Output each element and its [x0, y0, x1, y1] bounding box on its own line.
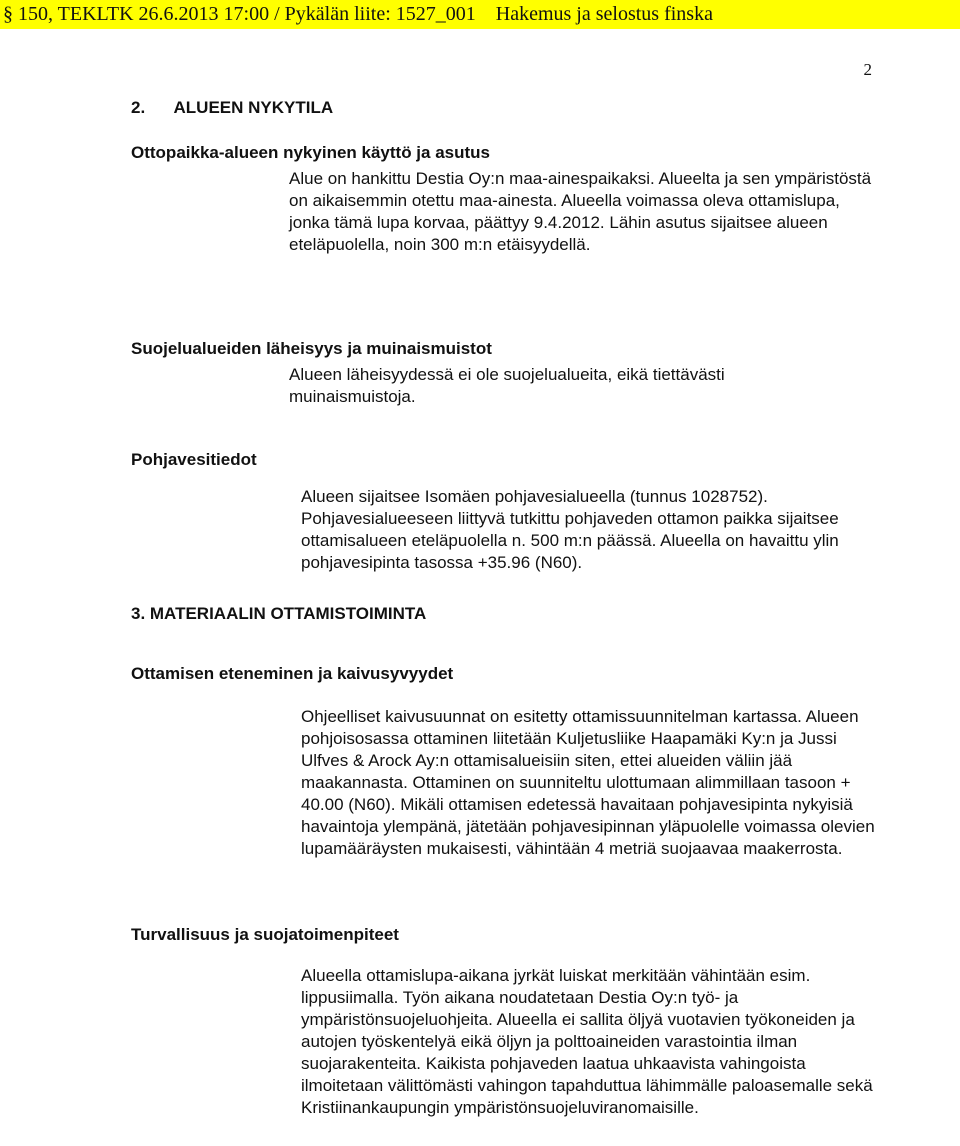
- subsection-protected-areas-text: Alueen läheisyydessä ei ole suojelualueita, eikä tiettävästi muinaismuistoja.: [289, 365, 725, 406]
- document-header-bar: [0, 0, 960, 29]
- subsection-safety-text: Alueella ottamislupa-aikana jyrkät luiskat merkitään vähintään esim. lippusiimalla. Työn aikana noudatetaan Destia Oy:n työ- ja ympäristönsuojeluohjeita. Alueella ei sallita öljyä vuotavien työkoneiden ja autojen työskentelyä eikä öljyn ja polttoaineiden varastointia ilman suojarakenteita. Kaikista pohjaveden laatua uhkaavista vahingoista ilmoitetaan välittömästi vahingon tapahduttua lähimmälle paloasemalle sekä Kristiinankaupungin ympäristönsuojeluviranomaisille.: [301, 966, 873, 1117]
- subsection-excavation-title: Ottamisen eteneminen ja kaivusyvyydet: [131, 664, 454, 683]
- subsection-groundwater-title: Pohjavesitiedot: [131, 450, 257, 469]
- section-2-heading: 2. ALUEEN NYKYTILA: [131, 98, 334, 117]
- section-symbol: §: [3, 3, 13, 25]
- header-meeting-info: 150, TEKLTK 26.6.2013 17:00 / Pykälän liite: 1527_001: [18, 3, 476, 25]
- page-number: 2: [863, 60, 872, 79]
- header-document-title: Hakemus ja selostus finska: [495, 3, 713, 25]
- subsection-current-use-title: Ottopaikka-alueen nykyinen käyttö ja asutus: [131, 143, 491, 162]
- subsection-safety-title: Turvallisuus ja suojatoimenpiteet: [131, 925, 399, 944]
- subsection-groundwater-text: Alueen sijaitsee Isomäen pohjavesialueella (tunnus 1028752). Pohjavesialueeseen liittyvä tutkittu pohjaveden ottamon paikka sijaitsee ottamisalueen eteläpuolella n. 500 m:n päässä. Alueella on havaittu ylin pohjavesipinta tasossa +35.96 (N60).: [301, 487, 839, 572]
- section-3-heading: 3. MATERIAALIN OTTAMISTOIMINTA: [131, 604, 427, 623]
- subsection-protected-areas-title: Suojelualueiden läheisyys ja muinaismuistot: [131, 339, 492, 358]
- subsection-current-use-text: Alue on hankittu Destia Oy:n maa-ainespaikaksi. Alueelta ja sen ympäristöstä on aikaisemmin otettu maa-ainesta. Alueella voimassa oleva ottamislupa, jonka tämä lupa korvaa, päättyy 9.4.2012. Lähin asutus sijaitsee alueen eteläpuolella, noin 300 m:n etäisyydellä.: [289, 169, 872, 254]
- subsection-excavation-text: Ohjeelliset kaivusuunnat on esitetty ottamissuunnitelman kartassa. Alueen pohjoisosassa ottaminen liitetään Kuljetusliike Haapamäki Ky:n ja Jussi Ulfves & Arock Ay:n ottamisalueisiin siten, ettei alueiden väliin jää maakannasta. Ottaminen on suunniteltu ulottumaan alimmillaan tasoon + 40.00 (N60). Mikäli ottamisen edetessä havaitaan pohjavesipinta nykyisiä havaintoja ylempänä, jätetään pohjavesipinnan yläpuolelle voimassa olevien lupamääräysten mukaisesti, vähintään 4 metriä suojaavaa maakerrosta.: [301, 707, 875, 858]
